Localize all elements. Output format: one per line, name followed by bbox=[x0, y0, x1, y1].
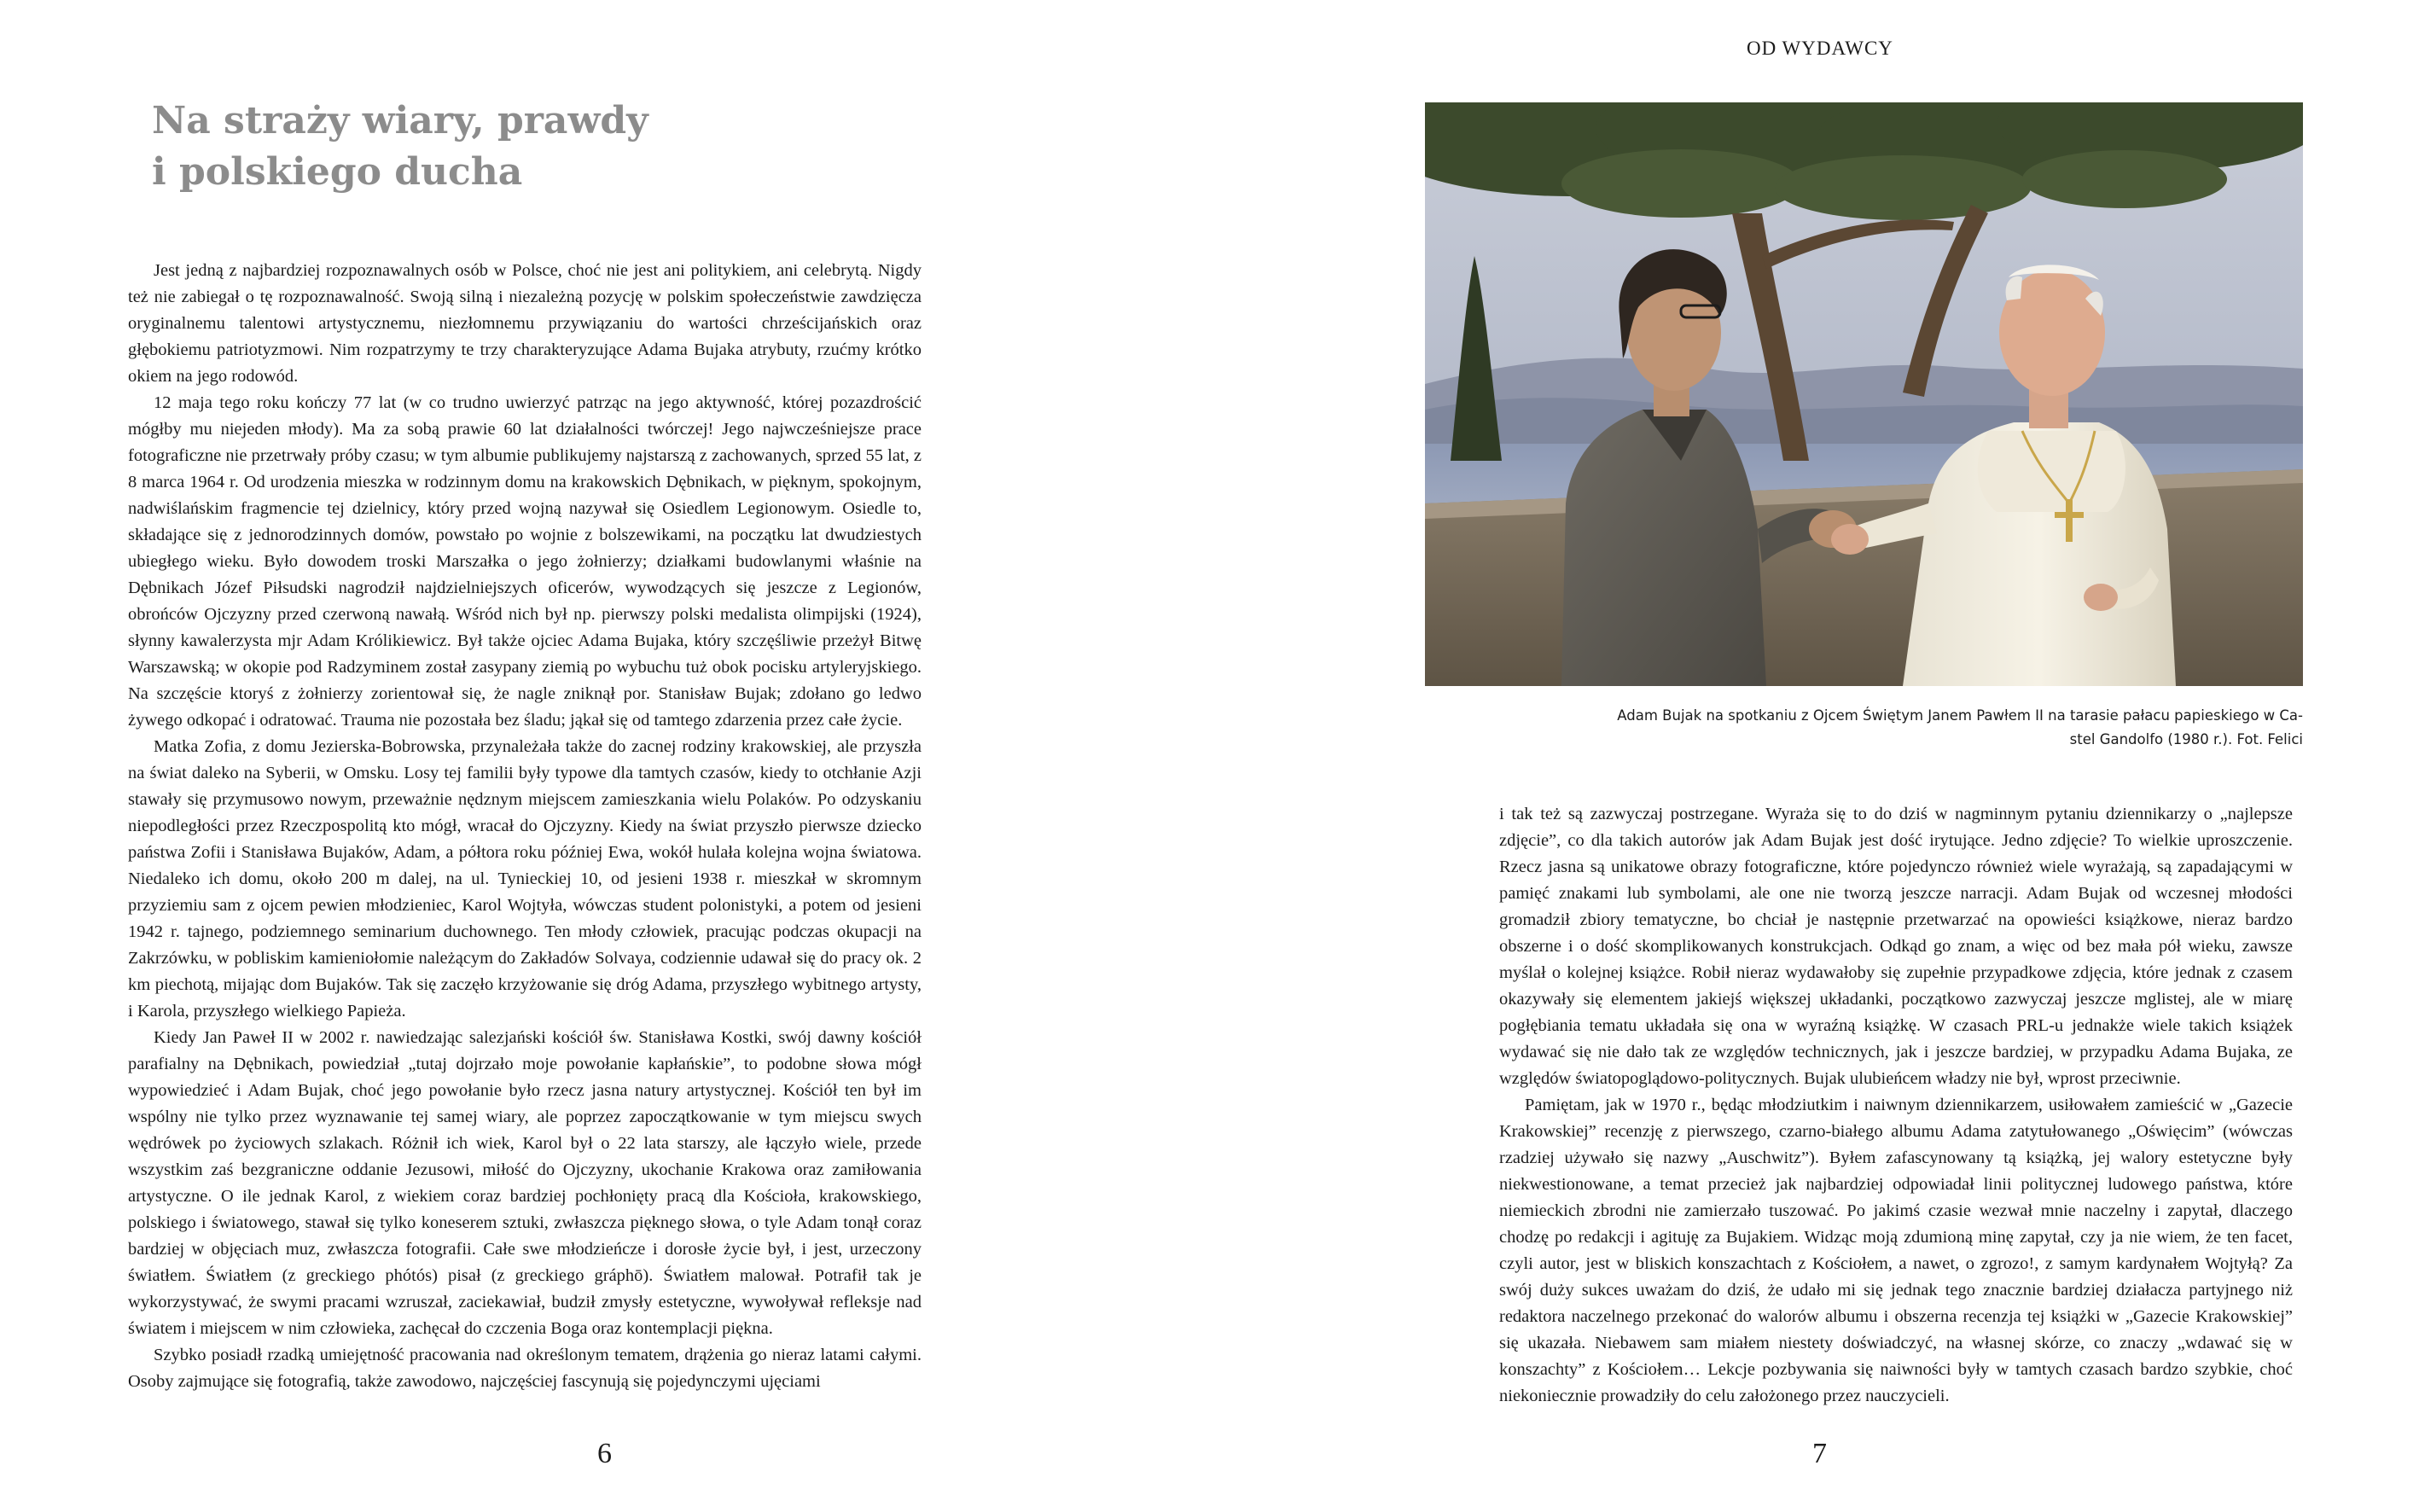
paragraph: i tak też są zazwyczaj postrzegane. Wyraża się to do dziś w nagminnym pytaniu dziennikarzy o „najlepsze zdjęcie”, co dla takich autorów jak Adam Bujak jest dość irytujące. Jedno zdjęcie? To wielkie uproszczenie. Rzecz jasna są unikatowe obrazy fotograficzne, które pojedynczo również wiele wyrażają, są zapadającymi w pamięć znakami lub symbolami, ale one nie tworzą jeszcze narracji. Adam Bujak od wczesnej młodości gromadził zbiory tematyczne, bo chciał je następnie przetwarzać na opowieści książkowe, nieraz bardzo obszerne i o dość skomplikowanych konstrukcjach. Odkąd go znam, a więc od bez mała pół wieku, zawsze myślał o kolejnej książce. Robił nieraz wydawałoby się zupełnie przypadkowe zdjęcia, które jednak z czasem okazywały się elementem jakiejś większej układanki, początkowo zazwyczaj jeszcze mglistej, ale w miarę pogłębiania tematu układała się ona w wyraźną książkę. W czasach PRL-u jednakże wiele takich książek wydawać się nie dało tak ze względów technicznych, jak i jeszcze bardziej, w przypadku Adama Bujaka, ze względów światopoglądowo-politycznych. Bujak ulubieńcem władzy nie był, wprost przeciwnie. bbox=[1499, 805, 2293, 1088]
caption-line-1: Adam Bujak na spotkaniu z Ojcem Świętym Janem Pawłem II na tarasie pałacu papieskiego w Ca- bbox=[1617, 707, 2303, 724]
paragraph: Pamiętam, jak w 1970 r., będąc młodziutkim i naiwnym dziennikarzem, usiłowałem zamieścić w „Gazecie Krakowskiej” recenzję z pierwszego, czarno-białego albumu Adama zatytułowanego „Oświęcim” (wówczas rzadziej używało się nazwy „Auschwitz”). Byłem zafascynowany tą książką, jej walory estetyczne były niekwestionowane, a temat przecież jak najbardziej odpowiadał linii politycznej ludowego państwa, które niemieckich zbrodni nie zamierzało tuszować. Po jakimś czasie wezwał mnie naczelny i zapytał, dlaczego chodzę po redakcji i agituję za Bujakiem. Widząc moją zdumioną minę zapytał, czy ja nie wiem, że ten facet, czyli autor, jest w bliskich konszachtach z Kościołem, a nawet, o zgrozo!, z samym kardynałem Wojtyłą? Za swój duży sukces uważam do dziś, że udało mi się jednak tego znacznie bardziej działacza partyjnego niż redaktora naczelnego przekonać do walorów albumu i obszerna recenzja tej książki w „Gazecie Krakowskiej” się ukazała. Niebawem sam miałem niestety doświadczyć, na własnej skórze, co znaczy „wdawać się w konszachty” z Kościołem… Lekcje pozbywania się naiwności były w tamtych czasach bardzo szybkie, choć niekoniecznie prowadziły do celu założonego przez nauczycieli. bbox=[1499, 1096, 2293, 1405]
paragraph: Jest jedną z najbardziej rozpoznawalnych osób w Polsce, choć nie jest ani politykiem, ani celebrytą. Nigdy też nie zabiegał o tę rozpoznawalność. Swoją silną i niezależną pozycję w polskim społeczeństwie zawdzięcza oryginalnemu talentowi artystycznemu, niezłomnemu przywiązaniu do wartości chrześcijańskich oraz głębokiemu patriotyzmowi. Nim rozpatrzymy te trzy charakteryzujące Adama Bujaka atrybuty, rzućmy krótko okiem na jego rodowód. bbox=[128, 261, 922, 386]
right-page bbox=[1209, 0, 2419, 1512]
page-number-right: 7 bbox=[1812, 1438, 1827, 1469]
title-line-2: i polskiego ducha bbox=[152, 150, 523, 194]
photo-pope-meeting bbox=[1425, 102, 2303, 686]
paragraph: Kiedy Jan Paweł II w 2002 r. nawiedzając salezjański kościół św. Stanisława Kostki, swój dawny kościół parafialny na Dębnikach, powiedział „tutaj dojrzało moje powołanie kapłańskie”, to podobne słowa mógł wypowiedzieć i Adam Bujak, choć jego powołanie było rzecz jasna natury artystycznej. Kościół ten był im wspólny nie tylko przez wyznawanie tej samej wiary, ale poprzez zapoczątkowanie w tym miejscu swych wędrówek po życiowych szlakach. Różnił ich wiek, Karol był o 22 lata starszy, ale łączyło wiele, przede wszystkim zaś bezgraniczne oddanie Jezusowi, miłość do Ojczyzny, ukochanie Krakowa oraz zamiłowania artystyczne. O ile jednak Karol, z wiekiem coraz bardziej pochłonięty pracą dla Kościoła, krakowskiego, polskiego i światowego, stawał się tylko koneserem sztuki, zwłaszcza pięknego słowa, o tyle Adam tonął coraz bardziej w objęciach muz, zwłaszcza fotografii. Całe swe młodzieńcze i dorosłe życie był, i jest, urzeczony światłem. Światłem (z greckiego phótós) pisał (z greckiego gráphō). Światłem malował. Potrafił tak je wykorzystywać, że swymi pracami wzruszał, zaciekawiał, budził zmysły estetyczne, wywoływał refleksje nad światem i miejscem w nim człowieka, zachęcał do czczenia Boga oraz kontemplacji piękna. bbox=[128, 1028, 922, 1338]
left-page bbox=[0, 0, 1209, 1512]
photo-caption bbox=[1465, 704, 2303, 752]
paragraph: Szybko posiadł rzadką umiejętność pracowania nad określonym tematem, drążenia go nieraz latami całymi. Osoby zajmujące się fotografią, także zawodowo, najczęściej fascynują się pojedynczymi ujęciami bbox=[128, 1346, 922, 1391]
pectoral-cross bbox=[2066, 499, 2073, 542]
title-line-1: Na straży wiary, prawdy bbox=[152, 99, 648, 142]
left-body-text bbox=[128, 258, 922, 1395]
running-header: OD WYDAWCY bbox=[1747, 38, 1893, 59]
paragraph: 12 maja tego roku kończy 77 lat (w co trudno uwierzyć patrząc na jego aktywność, której pozazdrościć mógłby mu niejeden młody). Ma za sobą prawie 60 lat działalności twórczej! Jego najwcześniejsze prace fotograficzne nie przetrwały próby czasu; w tym albumie publikujemy najstarszą z zachowanych, sprzed 55 lat, z 8 marca 1964 r. Od urodzenia mieszka w rodzinnym domu na krakowskich Dębnikach, w pięknym, spokojnym, nadwiślańskim fragmencie tej dzielnicy, który przed wojną nazywał się Osiedlem Legionowym. Osiedle to, składające się z jednorodzinnych domów, powstało po wojnie z bolszewikami, na początku lat dwudziestych ubiegłego wieku. Było dowodem troski Marszałka o jego żołnierzy; działkami budowlanymi właśnie na Dębnikach Józef Piłsudski nagrodził najdzielniejszych oficerów, wywodzących się jeszcze z Legionów, obrońców Ojczyzny przed czerwoną nawałą. Wśród nich był np. pierwszy polski medalista olimpijski (1924), słynny kawalerzysta mjr Adam Królikiewicz. Był także ojciec Adama Bujaka, który szczęśliwie przeżył Bitwę Warszawską; w okopie pod Radzyminem został zasypany ziemią po wybuchu tuż obok pocisku artyleryjskiego. Na szczęście ktoryś z żołnierzy zorientował się, że nagle zniknął por. Stanisław Bujak; zdołano go ledwo żywego odkopać i odratować. Trauma nie pozostała bez śladu; jąkał się od tamtego zdarzenia przez całe życie. bbox=[128, 393, 922, 730]
caption-line-2: stel Gandolfo (1980 r.). Fot. Felici bbox=[2069, 731, 2303, 747]
page-number-left: 6 bbox=[597, 1438, 612, 1469]
article-title bbox=[152, 96, 749, 198]
paragraph: Matka Zofia, z domu Jezierska-Bobrowska, przynależała także do zacnej rodziny krakowskiej, ale przyszła na świat daleko na Syberii, w Omsku. Losy tej familii były typowe dla tamtych czasów, kiedy to otchłanie Azji stawały się przymusowo nowym, przeważnie nędznym miejscem zamieszkania wielu Polaków. Po odzyskaniu niepodległości przez Rzeczpospolitą kto mógł, wracał do Ojczyzny. Kiedy na świat przyszło pierwsze dziecko państwa Zofii i Stanisława Bujaków, Adam, a półtora roku później Ewa, wokół hulała kolejna wojna światowa. Niedaleko ich domu, około 200 m dalej, na ul. Tynieckiej 10, od jesieni 1938 r. mieszkał w skromnym przyziemiu sam z ojcem pewien młodzieniec, Karol Wojtyła, wówczas student polonistyki, a potem od jesieni 1942 r. tajnego, podziemnego seminarium duchownego. Ten młody człowiek, pracując podczas okupacji na Zakrzówku, w pobliskim kamieniołomie należącym do Zakładów Solvaya, codziennie udawał się do pracy ok. 2 km piechotą, mijając dom Bujaków. Tak się zaczęło krzyżowanie się dróg Adama, przyszłego wybitnego artysty, i Karola, przyszłego wielkiego Papieża. bbox=[128, 737, 922, 1021]
right-body-text bbox=[1499, 801, 2293, 1410]
